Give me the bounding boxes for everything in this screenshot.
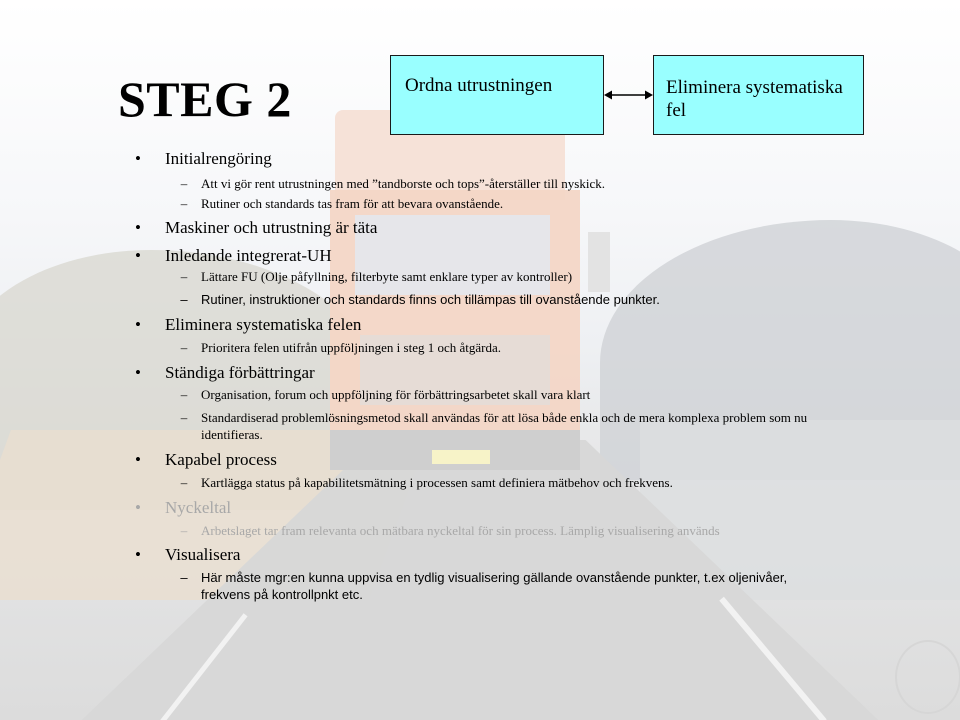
bullet-marker: • xyxy=(135,246,141,265)
sub-marker: – xyxy=(180,570,188,585)
bullet-text: Kapabel process xyxy=(165,450,277,469)
sub-marker: – xyxy=(180,340,188,355)
box-ordna-utrustningen: Ordna utrustningen xyxy=(390,55,604,135)
bullet-marker: • xyxy=(135,450,141,469)
slide-title: STEG 2 xyxy=(118,71,292,127)
bullet-text: Initialrengöring xyxy=(165,149,272,168)
bullet-marker: • xyxy=(135,218,141,237)
sub-marker: – xyxy=(180,387,188,402)
sub-text: Standardiserad problemlösningsmetod skall användas för att lösa både enkla och de mera komplexa problem som nu identifieras. xyxy=(201,410,808,442)
bullet-text: Visualisera xyxy=(165,545,241,564)
sub-text: Rutiner, instruktioner och standards finns och tillämpas till ovanstående punkter. xyxy=(201,292,660,307)
sub-text: Rutiner och standards tas fram för att bevara ovanstående. xyxy=(201,196,504,211)
brand-emblem-icon xyxy=(895,640,960,714)
sub-text: Lättare FU (Olje påfyllning, filterbyte samt enklare typer av kontroller) xyxy=(201,269,573,284)
box-eliminera-systematiska-fel: Eliminera systematiska fel xyxy=(653,55,864,135)
double-arrow-connector xyxy=(604,88,653,102)
bullet-marker: • xyxy=(135,149,141,168)
sub-text: Prioritera felen utifrån uppföljningen i steg 1 och åtgärda. xyxy=(201,340,501,355)
bullet-marker: • xyxy=(135,545,141,564)
sub-text: Organisation, forum och uppföljning för förbättringsarbetet skall vara klart xyxy=(201,387,591,402)
bullet-text: Ständiga förbättringar xyxy=(165,363,315,382)
sub-marker: – xyxy=(180,196,188,211)
sub-marker: – xyxy=(180,176,188,191)
bullet-text: Nyckeltal xyxy=(165,498,232,517)
sub-text: Här måste mgr:en kunna uppvisa en tydlig visualisering gällande ovanstående punkter, t.ex oljenivåer, frekvens på kontrollpnkt etc. xyxy=(201,570,788,602)
bullet-marker: • xyxy=(135,498,141,517)
sub-text: Arbetslaget tar fram relevanta och mätbara nyckeltal för sin process. Lämplig visualisering används xyxy=(201,523,720,538)
bullet-text: Maskiner och utrustning är täta xyxy=(165,218,378,237)
sub-text: Att vi gör rent utrustningen med ”tandborste och tops”-återställer till nyskick. xyxy=(201,176,605,191)
sub-marker: – xyxy=(180,475,188,490)
sub-marker: – xyxy=(180,269,188,284)
bullet-text: Inledande integrerat-UH xyxy=(165,246,332,265)
bullet-marker: • xyxy=(135,315,141,334)
sub-marker: – xyxy=(180,292,188,307)
bullet-marker: • xyxy=(135,363,141,382)
sub-text: Kartlägga status på kapabilitetsmätning i processen samt definiera mätbehov och frekvens. xyxy=(201,475,673,490)
sub-marker: – xyxy=(180,523,188,538)
bullet-text: Eliminera systematiska felen xyxy=(165,315,362,334)
sub-marker: – xyxy=(180,410,188,425)
